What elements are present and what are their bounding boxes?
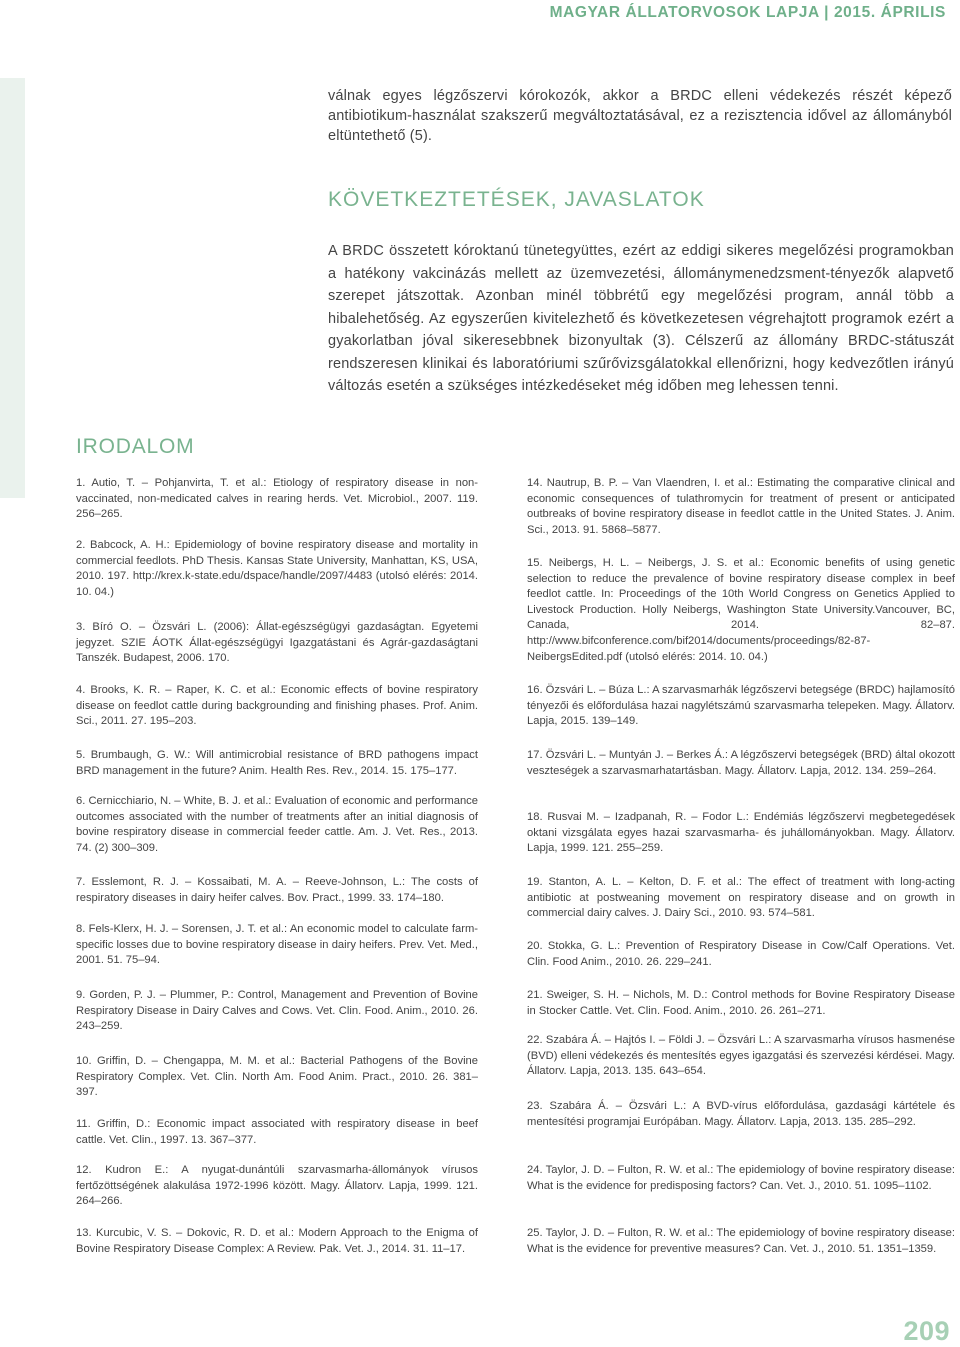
intro-paragraph: válnak egyes légzőszervi kórokozók, akkor a BRDC elleni védekezés részét képező antibiotikum-használat szakszerű megváltoztatásával, ez a rezisztencia idővel az állományból eltüntethető (5). — [328, 88, 952, 144]
reference-item: 7. Esslemont, R. J. – Kossaibati, M. A. – Reeve-Johnson, L.: The costs of respiratory diseases in dairy heifer calves. Bov. Pract., 1999. 33. 174–180. — [76, 876, 478, 904]
reference-item: 18. Rusvai M. – Izadpanah, R. – Fodor L.: Endémiás légzőszervi megbetegedések oktani vizsgálata egyes hazai szarvasmarha- és juhállományokban. Magy. Állatorv. Lapja, 1999. 121. 255–259. — [527, 811, 955, 855]
reference-item: 11. Griffin, D.: Economic impact associated with respiratory disease in beef cattle. Vet. Clin., 1997. 13. 367–377. — [76, 1118, 478, 1146]
reference-item: 15. Neibergs, H. L. – Neibergs, J. S. et al.: Economic benefits of using genetic selection to reduce the prevalence of bovine respiratory disease complex in beef feedlot cattle. In: Proceedings of the 10th World Congress on Genetics Applied to Livestock Production. Holly Neibergs, Washington State University.Vancouver, BC, Canada, 2014. 82–87. http://www.bifconference.com/bif2014/documents/proceedings/82-87-NeibergsEdited.pdf (utolsó elérés: 2014. 10. 04.) — [527, 557, 955, 663]
reference-item: 4. Brooks, K. R. – Raper, K. C. et al.: Economic effects of bovine respiratory disease on feedlot cattle during backgrounding and finishing phases. Prof. Anim. Sci., 2011. 27. 195–203. — [76, 684, 478, 728]
reference-item: 16. Özsvári L. – Búza L.: A szarvasmarhák légzőszervi betegsége (BRDC) hajlamosító tényezői és előfordulása hazai nagylétszámú szarvasmarha telepeken. Magy. Állatorv. Lapja, 2015. 139–149. — [527, 684, 955, 728]
reference-item: 6. Cernicchiario, N. – White, B. J. et al.: Evaluation of economic and performance outcomes associated with the number of treatments after an initial diagnosis of bovine respiratory disease in commercial feeder cattle. Am. J. Vet. Res., 2013. 74. (2) 300–309. — [76, 795, 478, 854]
reference-item: 22. Szabára Á. – Hajtós I. – Földi J. – Özsvári L.: A szarvasmarha vírusos hasmenése (BVD) elleni védekezés és mentesítés egyes igazgatási és szervezési kérdései. Magy. Állatorv. Lapja, 2013. 135. 643–654. — [527, 1034, 955, 1078]
side-decoration-band — [0, 78, 25, 498]
reference-item: 20. Stokka, G. L.: Prevention of Respiratory Disease in Cow/Calf Operations. Vet. Clin. Food Anim., 2010. 26. 229–241. — [527, 940, 955, 968]
reference-item: 25. Taylor, J. D. – Fulton, R. W. et al.: The epidemiology of bovine respiratory disease: What is the evidence for preventive measures? Can. Vet. J., 2010. 51. 1351–1359. — [527, 1227, 955, 1255]
reference-item: 21. Sweiger, S. H. – Nichols, M. D.: Control methods for Bovine Respiratory Disease in Stocker Cattle. Vet. Clin. Food. Anim., 2010. 26. 261–271. — [527, 989, 955, 1017]
reference-item: 24. Taylor, J. D. – Fulton, R. W. et al.: The epidemiology of bovine respiratory disease: What is the evidence for predisposing factors? Can. Vet. J., 2010. 51. 1095–1102. — [527, 1164, 955, 1192]
reference-item: 13. Kurcubic, V. S. – Dokovic, R. D. et al.: Modern Approach to the Enigma of Bovine Respiratory Disease Complex: A Review. Pak. Vet. J., 2014. 31. 11–17. — [76, 1227, 478, 1255]
conclusion-paragraph: A BRDC összetett kóroktanú tünetegyüttes, ezért az eddigi sikeres megelőzési programokban a hatékony vakcinázás mellett az üzemvezetési, állománymenedzsment-tényezők alapvető szerepet játszottak. Azonban minél többrétű egy megelőzési program, annál több a hibalehetőség. Az egyszerűen kivitelezhető és következetesen végrehajtott programok ezért a gyakorlatban jóval sikeresebbnek bizonyultak (3). Célszerű az állomány BRDC-státuszát rendszeresen klinikai és laboratóriumi szűrővizsgálatokkal ellenőrizni, hogy kedvezőtlen irányú változás esetén a szükséges intézkedéseket még időben meg lehessen tenni. — [328, 243, 954, 394]
reference-item: 8. Fels-Klerx, H. J. – Sorensen, J. T. et al.: An economic model to calculate farm-specific losses due to bovine respiratory disease in dairy heifers. Prev. Vet. Med., 2001. 51. 75–94. — [76, 923, 478, 967]
reference-item: 12. Kudron E.: A nyugat-dunántúli szarvasmarha-állományok vírusos fertőzöttségének alakulása 1972-1996 között. Magy. Állatorv. Lapja, 1999. 121. 264–266. — [76, 1164, 478, 1208]
page-number: 209 — [903, 1316, 950, 1346]
section-title: KÖVETKEZTETÉSEK, JAVASLATOK — [328, 188, 705, 211]
reference-item: 3. Bíró O. – Özsvári L. (2006): Állat-egészségügyi gazdaságtan. Egyetemi jegyzet. SZIE ÁOTK Állat-egészségügyi Igazgatástani és Agrár-gazdaságtani Tanszék. Budapest, 2006. 170. — [76, 621, 478, 665]
reference-item: 9. Gorden, P. J. – Plummer, P.: Control, Management and Prevention of Bovine Respiratory Disease in Dairy Calves and Cows. Vet. Clin. Food. Anim., 2010. 26. 243–259. — [76, 989, 478, 1033]
reference-item: 19. Stanton, A. L. – Kelton, D. F. et al.: The effect of treatment with long-acting antibiotic at postweaning movement on respiratory disease and on growth in commercial dairy calves. J. Dairy Sci., 2010. 93. 574–581. — [527, 876, 955, 920]
references-heading: IRODALOM — [76, 435, 195, 458]
reference-item: 14. Nautrup, B. P. – Van Vlaendren, I. et al.: Estimating the comparative clinical and economic consequences of tulathromycin for treatment of present or anticipated outbreaks of bovine respiratory disease in feedlot cattle in the United States. J. Anim. Sci., 2013. 91. 5868–5877. — [527, 477, 955, 536]
reference-item: 5. Brumbaugh, G. W.: Will antimicrobial resistance of BRD pathogens impact BRD management in the future? Anim. Health Res. Rev., 2014. 15. 175–177. — [76, 749, 478, 777]
reference-item: 17. Özsvári L. – Muntyán J. – Berkes Á.: A légzőszervi betegségek (BRD) által okozott veszteségek a szarvasmarhatartásban. Magy. Állatorv. Lapja, 2012. 134. 259–264. — [527, 749, 955, 777]
reference-item: 23. Szabára Á. – Özsvári L.: A BVD-vírus előfordulása, gazdasági kártétele és mentesítési programjai Európában. Magy. Állatorv. Lapja, 2013. 135. 285–292. — [527, 1100, 955, 1128]
reference-item: 1. Autio, T. – Pohjanvirta, T. et al.: Etiology of respiratory disease in non-vaccinated, non-medicated calves in rearing herds. Vet. Microbiol., 2007. 119. 256–265. — [76, 477, 478, 521]
reference-item: 10. Griffin, D. – Chengappa, M. M. et al.: Bacterial Pathogens of the Bovine Respiratory Complex. Vet. Clin. North Am. Food Anim. Pract., 2010. 26. 381–397. — [76, 1055, 478, 1099]
journal-header-text: MAGYAR ÁLLATORVOSOK LAPJA | 2015. ÁPRILIS — [549, 4, 946, 21]
journal-header — [0, 0, 960, 36]
reference-item: 2. Babcock, A. H.: Epidemiology of bovine respiratory disease and mortality in commercial feedlots. PhD Thesis. Kansas State University, Manhattan, KS, USA, 2010. 197. http://krex.k-state.edu/dspace/handle/2097/4483 (utolsó elérés: 2014. 10. 04.) — [76, 539, 478, 598]
